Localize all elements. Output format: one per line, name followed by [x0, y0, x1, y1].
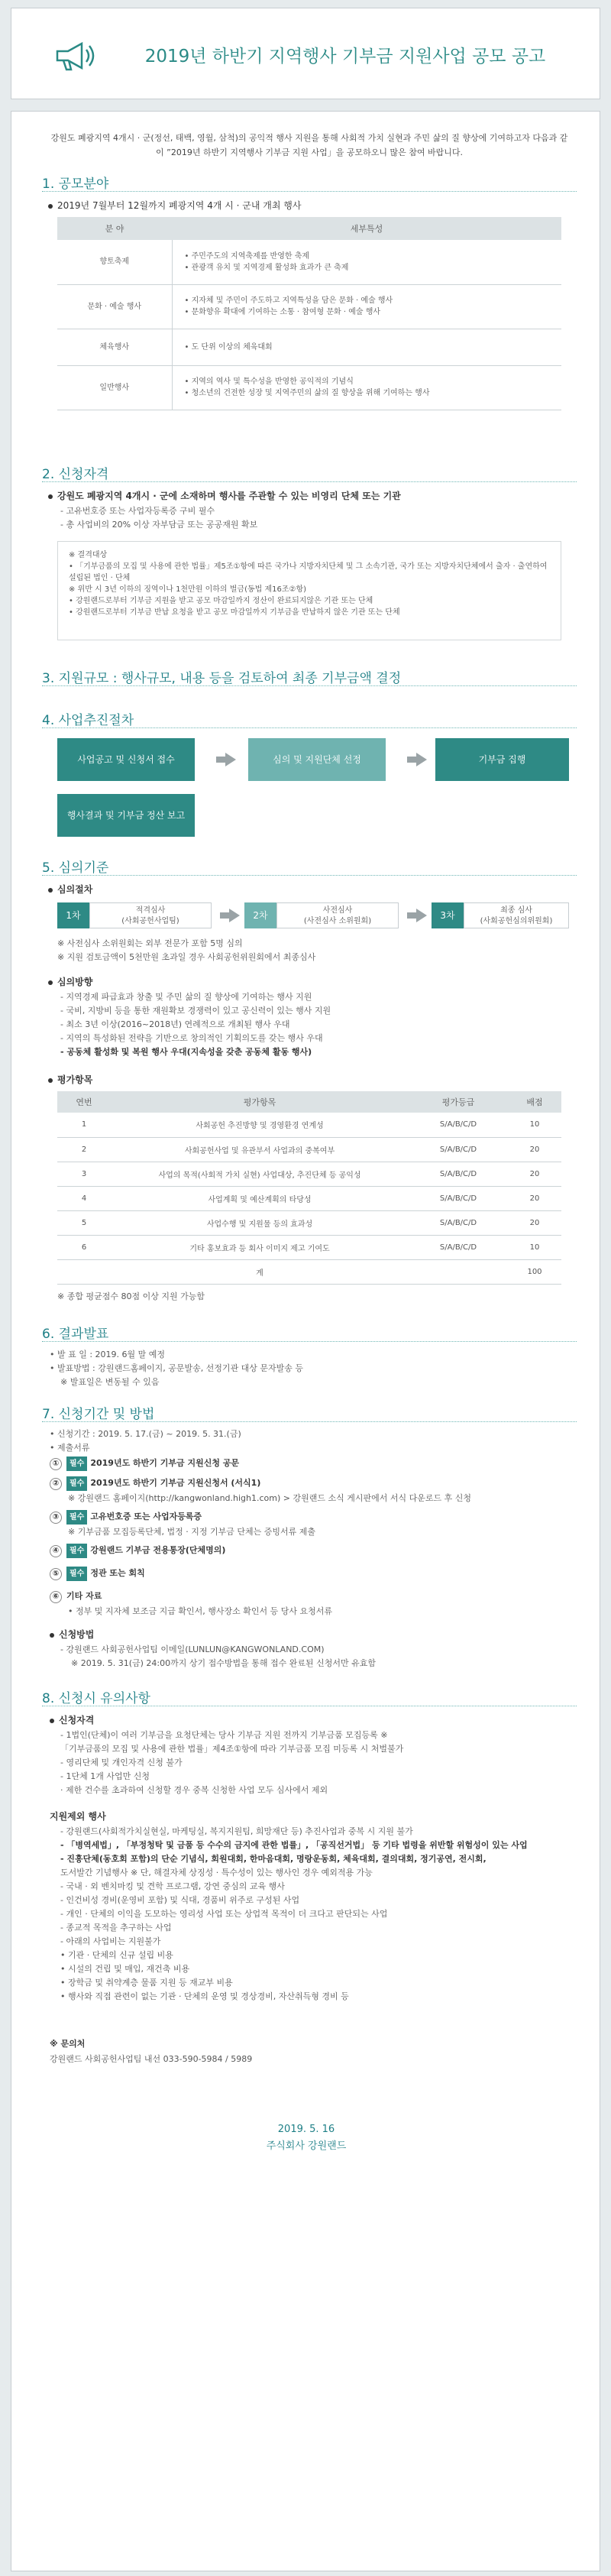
divider [42, 1421, 577, 1422]
qualification-label: 신청자격 [50, 1713, 94, 1726]
table-row: 향토축제 • 주민주도의 지역축제를 반영한 축제 • 관광객 유치 및 지역경제 활성화 효과가 큰 축제 [57, 240, 561, 284]
text-line: - 종교적 목적을 추구하는 사업 [60, 1923, 172, 1933]
process-step: 기부금 집행 [435, 738, 569, 781]
note: ※ 기부금품 모집등록단체, 법정 · 지정 기부금 단체는 증빙서류 제출 [68, 1527, 315, 1537]
divider [42, 191, 577, 192]
section-6-title: 6. 결과발표 [42, 1327, 109, 1342]
process-step: 심의 및 지원단체 선정 [248, 738, 386, 781]
text-line: • 발 표 일 : 2019. 6월 말 예정 [50, 1350, 166, 1359]
footer [11, 2121, 601, 2155]
table-row: 체육행사 • 도 단위 이상의 체육대회 [57, 329, 561, 365]
document-item: ⑥ 기타 자료 [50, 1589, 102, 1603]
arrow-right-icon [416, 753, 427, 766]
text-line: - 아래의 사업비는 지원불가 [60, 1936, 161, 1946]
divider [42, 875, 577, 876]
header [11, 8, 600, 99]
evaluation-label: 평가항목 [48, 1073, 92, 1086]
contact-info: 강원랜드 사회공헌사업팀 내선 033-590-5984 / 5989 [50, 2054, 253, 2064]
text-line: • 장학금 및 취약계층 물품 지원 등 재교부 비용 [60, 1978, 233, 1988]
text-line: • 신청기간 : 2019. 5. 17.(금) ~ 2019. 5. 31.(금) [50, 1429, 241, 1439]
document-item: ② 필수 2019년도 하반기 기부금 지원신청서 (서식1) [50, 1476, 260, 1491]
table-row: 1 사회공헌 추진방향 및 경영환경 연계성 S/A/B/C/D 10 [57, 1113, 561, 1137]
contact-label: ※ 문의처 [50, 2039, 86, 2049]
note: ※ 종합 평균점수 80점 이상 지원 가능함 [57, 1291, 205, 1301]
email-text: - 강원랜드 사회공헌사업팀 이메일(LUNLUN@KANGWONLAND.COM) [60, 1644, 325, 1654]
field-table [57, 217, 561, 410]
text-line: - 진흥단체(동호회 포함)의 단순 기념식, 회원대회, 한마음대회, 명랑운동회, 체육대회, 결의대회, 정기공연, 전시회, [60, 1854, 487, 1864]
text-line: - 인건비성 경비(운영비 포함) 및 식대, 경품비 위주로 구성된 사업 [60, 1895, 300, 1905]
table-row: 2 사회공헌사업 및 유관부서 사업과의 중복여부 S/A/B/C/D 20 [57, 1137, 561, 1162]
stage-tag: 1차 [57, 902, 89, 928]
disqualification-box: ※ 결격대상 • 「기부금품의 모집 및 사용에 관한 법률」제5조①항에 따른 국가나 지방자치단체 및 그 소속기관, 국가 또는 지방자치단체에서 출자 · 출연하여 설립된 법인 · 단체 ※ 위반 시 3년 이하의 징역이나 1천만원 이하의 벌금(동법 제16조②항) • 강원랜드로부터 기부금 지원을 받고 공모 마감일까지 정산이 완료되지않은 기관 또는 단체 • 강원랜드로부터 기부금 반납 요청을 받고 공모 마감일까지 기부금을 반납하지 않은 기관 또는 단체 [57, 541, 561, 640]
text-line: - 1법인(단체)이 여러 기부금을 요청단체는 당사 기부금 지원 전까지 기부금품 모집등록 ※ [60, 1730, 388, 1740]
note: ※ 지원 검토금액이 5천만원 초과일 경우 사회공헌위원회에서 최종심사 [57, 952, 316, 962]
organization-name: 주식회사 강원랜드 [266, 2140, 347, 2152]
section-8-title: 8. 신청시 유의사항 [42, 1691, 150, 1706]
table-row: 5 사업수행 및 지원물 등의 효과성 S/A/B/C/D 20 [57, 1210, 561, 1235]
text-line: - 지역의 특성화된 전략을 기반으로 창의적인 기획의도를 갖는 행사 우대 [60, 1033, 323, 1043]
excluded-label: 지원제외 행사 [50, 1811, 106, 1822]
table-row: 4 사업계획 및 예산계획의 타당성 S/A/B/C/D 20 [57, 1186, 561, 1210]
text-line: - 1단체 1개 사업만 신청 [60, 1771, 150, 1781]
text-line: • 정부 및 지자체 보조금 지급 확인서, 행사장소 확인서 등 당사 요청서류 [68, 1606, 332, 1616]
notice-body [11, 111, 600, 2571]
text-line: - 강원랜드(사회적가치실현실, 마케팅실, 복지지원팀, 희망재단 등) 추진사업과 중복 시 지원 불가 [60, 1826, 413, 1836]
table-row: 6 기타 홍보효과 등 회사 이미지 제고 기여도 S/A/B/C/D 10 [57, 1235, 561, 1259]
section-5-title: 5. 심의기준 [42, 860, 109, 876]
document-item: ⑤ 필수 정관 또는 회칙 [50, 1567, 145, 1581]
stage-tag: 2차 [244, 902, 276, 928]
document-item: ③ 필수 고유번호증 또는 사업자등록증 [50, 1510, 202, 1525]
text-line: • 시설의 건립 및 매입, 재건축 비용 [60, 1964, 190, 1974]
text-line: • 발표방법 : 강원랜드홈페이지, 공문발송, 선정기관 대상 문자발송 등 [50, 1363, 304, 1373]
text-line: - 「병역세법」, 「부정청탁 및 금품 등 수수의 금지에 관한 법률」, 「공직선거법」 등 기타 법령을 위반할 위험성이 있는 사업 [60, 1840, 528, 1850]
text-line: - 개인 · 단체의 이익을 도모하는 영리성 사업 또는 상업적 목적이 더 크다고 판단되는 사업 [60, 1909, 388, 1919]
text-line: • 행사와 직접 관련이 없는 기관 · 단체의 운영 및 경상경비, 자산취득형 경비 등 [60, 1991, 349, 2001]
note: ※ 강원랜드 홈페이지(http://kangwonland.high1.com) > 강원랜드 소식 게시판에서 서식 다운로드 후 신청 [68, 1493, 471, 1503]
divider [42, 1341, 577, 1342]
text-line: - 국내 · 외 벤치마킹 및 견학 프로그램, 강연 중심의 교육 행사 [60, 1881, 285, 1891]
stage-box: 적격심사 (사회공헌사업팀) [89, 902, 212, 928]
table-header: 분 야 [57, 217, 172, 240]
text-line: - 공동체 활성화 및 복원 행사 우대(지속성을 갖춘 공동체 활동 행사) [60, 1047, 312, 1057]
table-row: 계 100 [57, 1259, 561, 1284]
text-line: • 기관 · 단체의 신규 설립 비용 [60, 1950, 173, 1960]
note: ※ 사전심사 소위원회는 외부 전문가 포함 5명 심의 [57, 938, 243, 948]
stage-tag: 3차 [432, 902, 464, 928]
megaphone-icon [53, 39, 95, 73]
text-line: • 제출서류 [50, 1443, 90, 1453]
process-step: 행사결과 및 기부금 정산 보고 [57, 794, 195, 837]
note: ※ 2019. 5. 31(금) 24:00까지 상기 접수방법을 통해 접수 완료된 신청서만 유효함 [71, 1658, 376, 1668]
section-1-title: 1. 공모분야 [42, 177, 109, 192]
review-direction-label: 심의방향 [48, 975, 92, 988]
text-line: - 최소 3년 이상(2016~2018년) 연례적으로 개최된 행사 우대 [60, 1019, 290, 1029]
text-line: - 영리단체 및 개인자격 신청 불가 [60, 1758, 183, 1768]
document-item: ④ 필수 강원랜드 기부금 전용통장(단체명의) [50, 1544, 225, 1558]
notice-date: 2019. 5. 16 [277, 2124, 335, 2135]
page-title: 2019년 하반기 지역행사 기부금 지원사업 공모 공고 [144, 47, 546, 66]
section-3-title: 3. 지원규모 : 행사규모, 내용 등을 검토하여 최종 기부금액 결정 [42, 671, 402, 686]
submission-method-label: 신청방법 [50, 1628, 94, 1641]
table-row: 3 사업의 목적(사회적 가치 실현) 사업대상, 추진단체 등 공익성 S/A/B/C/D 20 [57, 1162, 561, 1186]
text-line: 도서발간 기념행사 ※ 단, 해결자체 상징성 · 특수성이 있는 행사인 경우 예외적용 가능 [60, 1868, 373, 1878]
section-1-bullet: 2019년 7월부터 12월까지 폐광지역 4개 시 · 군내 개최 행사 [48, 199, 301, 212]
section-7-title: 7. 신청기간 및 방법 [42, 1407, 155, 1422]
text-line: - 총 사업비의 20% 이상 자부담금 또는 공공재원 확보 [60, 520, 258, 530]
stage-box: 최종 심사 (사회공헌심의위원회) [464, 902, 569, 928]
arrow-right-icon [225, 753, 236, 766]
review-procedure-label: 심의절차 [48, 883, 92, 896]
process-step: 사업공고 및 신청서 접수 [57, 738, 195, 781]
intro-text: 강원도 폐광지역 4개시 · 군(정선, 태백, 영월, 삼척)의 공익적 행사 지원을 통해 사회적 가치 실현과 주민 삶의 질 향상에 기여하고자 다음과 같이 ”2019년 하반기 지역행사 기부금 지원 사업」을 공모하오니 많은 참여 바랍니다. [50, 133, 568, 157]
arrow-right-icon [416, 909, 427, 922]
text-line: 「기부금품의 모집 및 사용에 관한 법률」제4조①항에 따라 기부금품 모집 미등록 시 처벌불가 [60, 1744, 404, 1754]
document-item: ① 필수 2019년도 하반기 기부금 지원신청 공문 [50, 1456, 239, 1471]
divider [42, 685, 577, 686]
text-line: · 제한 건수를 초과하여 신청할 경우 중복 신청한 사업 모두 심사에서 제외 [60, 1785, 328, 1795]
section-2-bullet: 강원도 폐광지역 4개시 · 군에 소재하며 행사를 주관할 수 있는 비영리 단체 또는 기관 [48, 489, 401, 502]
stage-box: 사전심사 (사전심사 소위원회) [276, 902, 399, 928]
divider [42, 727, 577, 728]
arrow-right-icon [229, 909, 240, 922]
divider [42, 481, 577, 482]
note: ※ 발표일은 변동될 수 있음 [60, 1377, 160, 1387]
section-4-title: 4. 사업추진절차 [42, 713, 134, 728]
text-line: - 국비, 지방비 등을 통한 재원확보 경쟁력이 있고 공신력이 있는 행사 지원 [60, 1006, 331, 1016]
table-row: 일반행사 • 지역의 역사 및 특수성을 반영한 공익적의 기념식 • 청소년의 건전한 성장 및 지역주민의 삶의 질 향상을 위해 기여하는 행사 [57, 365, 561, 410]
text-line: - 고유번호증 또는 사업자등록증 구비 필수 [60, 506, 215, 516]
table-row: 문화 · 예술 행사 • 지자체 및 주민이 주도하고 지역특성을 담은 문화 · 예술 행사 • 문화향유 확대에 기여하는 소통 · 참여형 문화 · 예술 행사 [57, 284, 561, 329]
evaluation-table: 연번 평가항목 평가등급 배점 1 사회공헌 추진방향 및 경영환경 연계성 S/A/B/C/D 10 2 사회공헌사업 및 유관부서 사업과의 중복여부 S/A/B/C/D 20 3 사업의 목적(사회적 가치 실현) 사업대상, 추진단체 등 공익성 S/A/B/C/D 20 4 사업계획 및 예산계획의 타당성 S/A/B/C/D 20 5 사업수행 및 지원물 등의 효과성 S/A/B/C/D 20 6 기타 홍보효과 등 회사 이미지 제고 기여도 S/A/B/C/D 10 계 100 [57, 1091, 561, 1285]
table-header: 세부특성 [172, 217, 561, 240]
section-2-title: 2. 신청자격 [42, 467, 109, 482]
text-line: - 지역경제 파급효과 창출 및 주민 삶의 질 향상에 기여하는 행사 지원 [60, 992, 312, 1002]
